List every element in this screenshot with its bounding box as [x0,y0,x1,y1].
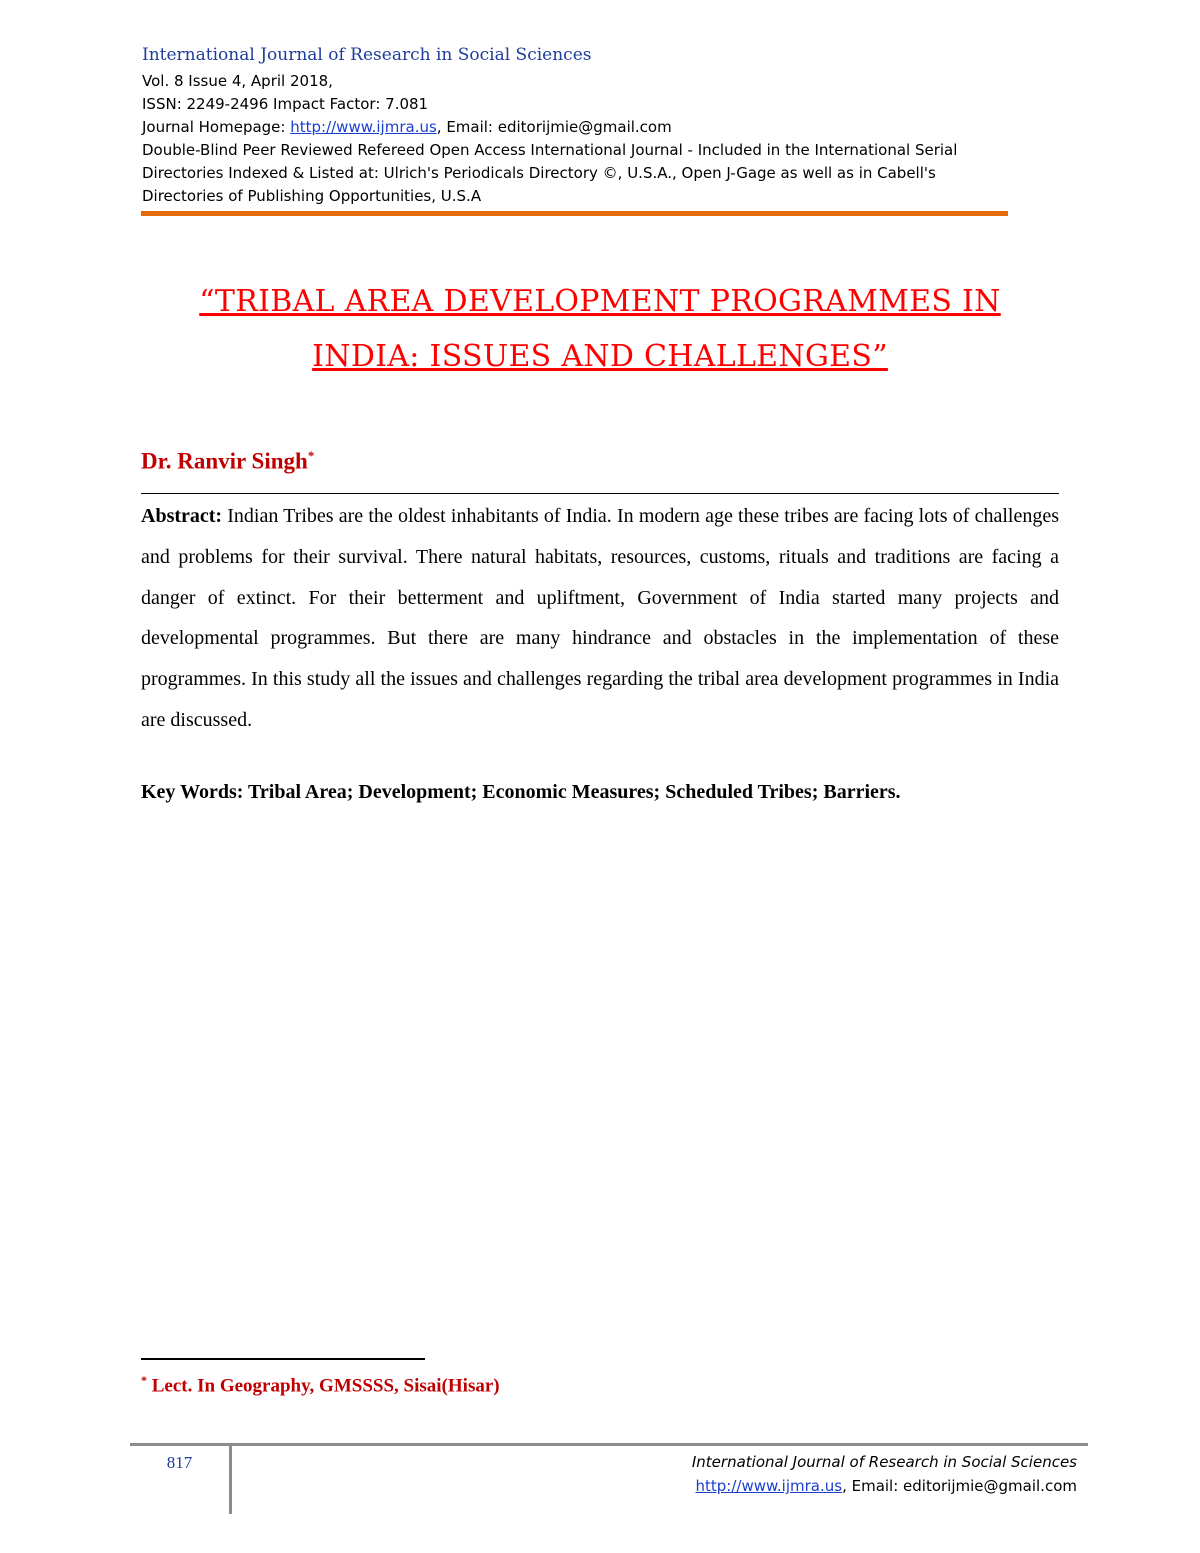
journal-name: International Journal of Research in Social Sciences [142,45,592,65]
page-number: 817 [166,1453,193,1472]
abstract-label: Abstract: [141,505,223,527]
issn-info: ISSN: 2249-2496 Impact Factor: 7.081 [142,95,429,113]
keywords: Key Words: Tribal Area; Development; Economic Measures; Scheduled Tribes; Barriers. [141,781,901,803]
header-divider [141,211,1008,216]
abstract [141,496,1059,741]
homepage-label: Journal Homepage: [142,118,291,136]
homepage-link[interactable]: http://www.ijmra.us [290,118,437,136]
footer-vertical-divider [229,1446,232,1514]
footnote [141,1373,500,1397]
footer-journal-name: International Journal of Research in Social Sciences [691,1453,1077,1471]
footnote-text: Lect. In Geography, GMSSSS, Sisai(Hisar) [147,1375,500,1397]
footer-email: , Email: editorijmie@gmail.com [842,1477,1077,1495]
footnote-divider [141,1358,425,1360]
footer-divider [130,1443,1088,1446]
paper-title-line-2: INDIA: ISSUES AND CHALLENGES” [312,339,888,374]
author-footnote-mark: * [307,448,315,463]
abstract-text: Indian Tribes are the oldest inhabitants of India. In modern age these tribes are facing lots of challenges and problems for their survival. There natural habitats, resources, customs, rituals and traditions are facing a danger of extinct. For their betterment and upliftment, Government of India started many projects and developmental programmes. But there are many hindrance and obstacles in the implementation of these programmes. In this study all the issues and challenges regarding the tribal area development programmes in India are discussed. [141,505,1059,731]
footer-link[interactable]: http://www.ijmra.us [695,1477,843,1495]
journal-description-line-1: Double-Blind Peer Reviewed Refereed Open Access International Journal - Included in the International Serial [142,141,958,159]
author-divider [141,493,1059,494]
paper-title-line-1: “TRIBAL AREA DEVELOPMENT PROGRAMMES IN [199,284,1001,319]
footnote-mark: * [141,1373,147,1387]
footer-link-line [696,1477,1077,1495]
volume-info: Vol. 8 Issue 4, April 2018, [142,72,333,90]
journal-description-line-2: Directories Indexed & Listed at: Ulrich's Periodicals Directory ©, U.S.A., Open J-Gage as well as in Cabell's [142,164,936,182]
journal-description-line-3: Directories of Publishing Opportunities, U.S.A [142,187,482,205]
homepage-line [142,116,672,139]
header-email: , Email: editorijmie@gmail.com [436,118,672,136]
author-name [141,448,314,475]
author-name-text: Dr. Ranvir Singh [141,448,308,474]
